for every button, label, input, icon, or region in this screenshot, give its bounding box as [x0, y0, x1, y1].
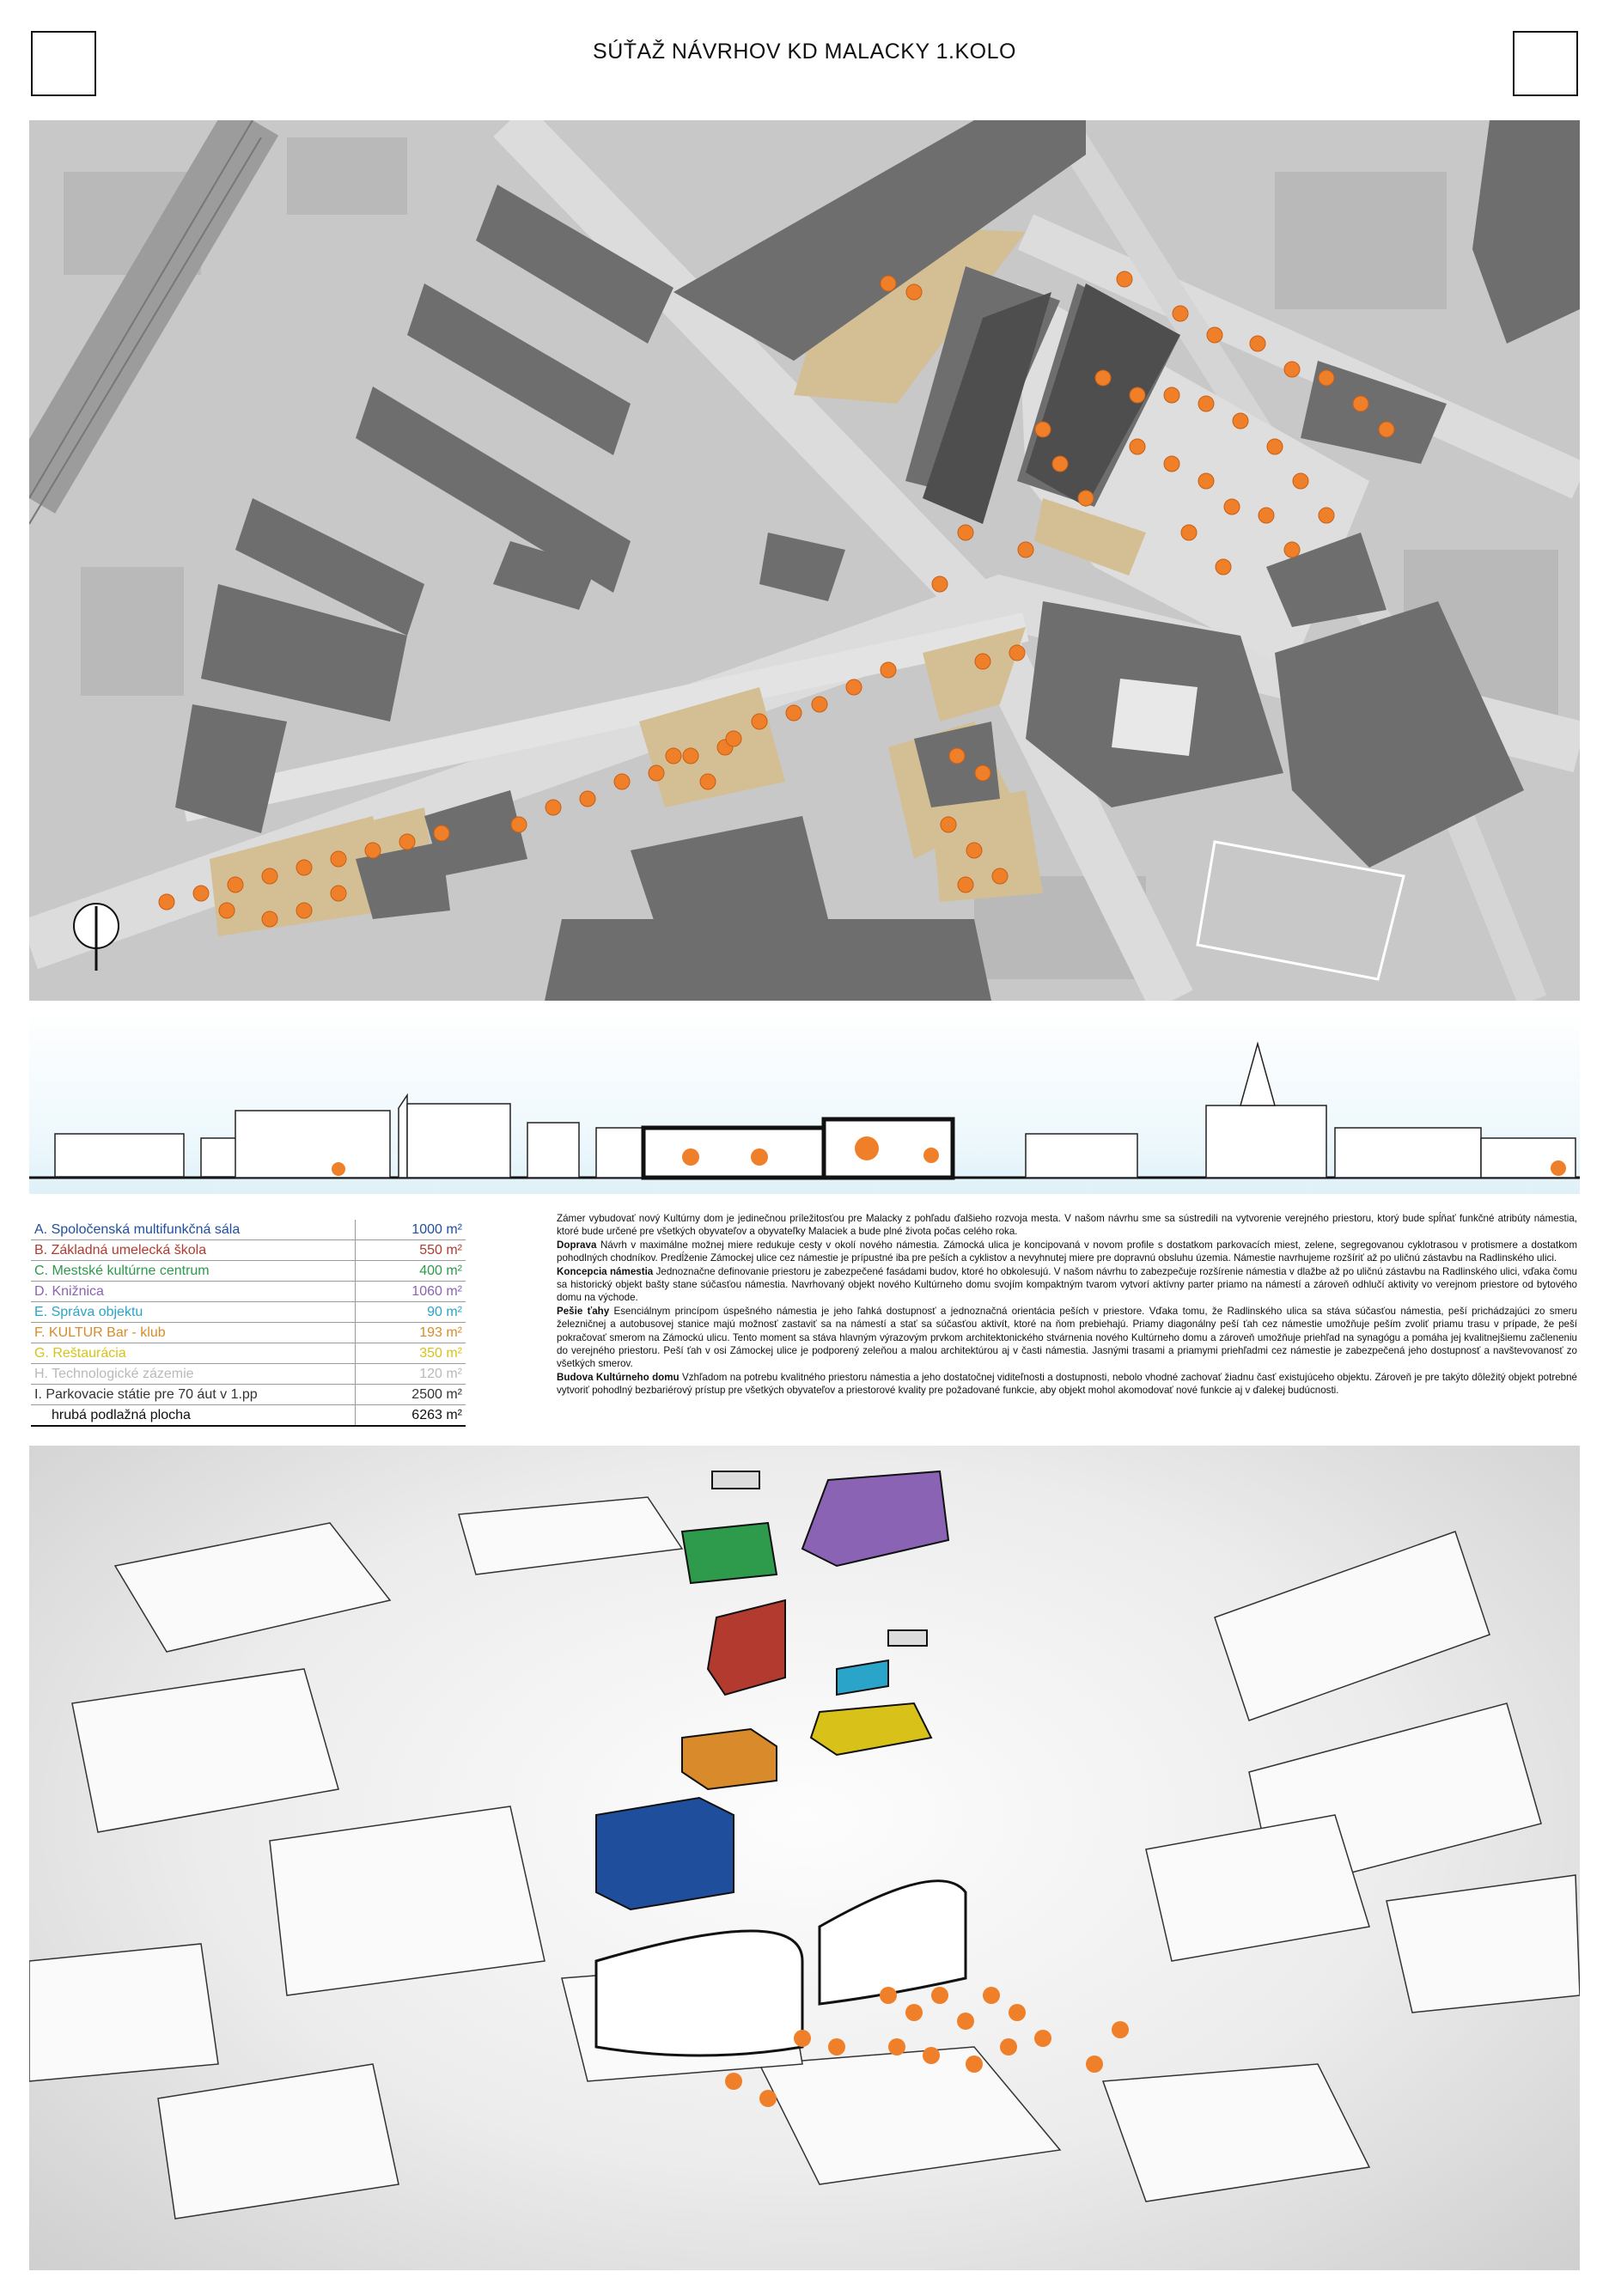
program-row: [31, 1220, 466, 1240]
section-drawing: [29, 1009, 1580, 1194]
program-row: [31, 1385, 466, 1405]
tree-icon: [399, 834, 415, 850]
project-description: [557, 1212, 1577, 1398]
program-row: [31, 1261, 466, 1282]
program-row: [31, 1343, 466, 1364]
tree-icon: [1018, 542, 1033, 557]
tree-icon: [649, 765, 664, 781]
program-row: [31, 1240, 466, 1261]
description-intro: Zámer vybudovať nový Kultúrny dom je jedinečnou príležitosťou pre Malacky z pohľadu ďalšieho rozvoja mesta. V našom návrhu sme sa sústredili na vytvorenie verejného priestoru, ktorý bude spĺňať funkčné atribúty námestia, ktoré bude určené pre všetkých obyvateľov a obyvateľky Malaciek a bude plné života počas celého roka.: [557, 1213, 1577, 1238]
tree-icon: [1259, 508, 1274, 523]
program-label: C. Mestské kultúrne centrum: [31, 1261, 356, 1282]
program-row: [31, 1302, 466, 1323]
program-label: D. Knižnica: [31, 1282, 356, 1302]
program-area: 1060 m²: [356, 1282, 466, 1302]
tree-icon: [434, 825, 449, 841]
tree-icon: [949, 748, 965, 764]
program-label: I. Parkovacie státie pre 70 áut v 1.pp: [31, 1385, 356, 1405]
program-table: [31, 1220, 466, 1427]
tree-icon: [881, 276, 896, 291]
tree-icon: [812, 697, 827, 712]
tree-icon: [975, 654, 990, 669]
tree-icon: [1181, 525, 1197, 540]
tree-icon: [726, 731, 741, 746]
tree-icon: [1207, 327, 1222, 343]
tree-icon: [262, 868, 277, 884]
tree-icon: [752, 714, 767, 729]
total-label: hrubá podlažná plocha: [31, 1405, 356, 1427]
program-row: [31, 1323, 466, 1343]
program-label: H. Technologické zázemie: [31, 1364, 356, 1385]
tree-icon: [1250, 336, 1265, 351]
tree-icon: [1224, 499, 1240, 515]
program-label: E. Správa objektu: [31, 1302, 356, 1323]
tree-icon: [1216, 559, 1231, 575]
tree-icon: [1130, 439, 1145, 454]
street-section: [29, 1009, 1580, 1194]
tree-icon: [511, 817, 527, 832]
tree-icon: [1164, 387, 1179, 403]
tree-icon: [958, 877, 973, 892]
tree-icon: [1117, 271, 1132, 287]
tree-icon: [296, 903, 312, 918]
program-area: 550 m²: [356, 1240, 466, 1261]
program-area: 400 m²: [356, 1261, 466, 1282]
site-plan-drawing: [29, 120, 1580, 1001]
tree-icon: [193, 886, 209, 901]
tree-icon: [666, 748, 681, 764]
tree-icon: [1173, 306, 1188, 321]
axonometric-view: [29, 1446, 1580, 2270]
tree-icon: [881, 662, 896, 678]
tree-icon: [1319, 370, 1334, 386]
program-area: 1000 m²: [356, 1220, 466, 1240]
total-area: 6263 m²: [356, 1405, 466, 1427]
tree-icon: [296, 860, 312, 875]
tree-icon: [906, 284, 922, 300]
tree-icon: [262, 911, 277, 927]
tree-icon: [1009, 645, 1025, 661]
program-row: [31, 1282, 466, 1302]
program-area: 350 m²: [356, 1343, 466, 1364]
program-area: 2500 m²: [356, 1385, 466, 1405]
tree-icon: [1130, 387, 1145, 403]
tree-icon: [545, 800, 561, 815]
tree-icon: [700, 774, 716, 789]
tree-icon: [1293, 473, 1308, 489]
tree-icon: [846, 679, 862, 695]
program-label: G. Reštaurácia: [31, 1343, 356, 1364]
tree-icon: [159, 894, 174, 910]
tree-icon: [365, 843, 381, 858]
tree-icon: [992, 868, 1008, 884]
tree-icon: [1284, 542, 1300, 557]
tree-icon: [1267, 439, 1283, 454]
tree-icon: [683, 748, 698, 764]
tree-icon: [219, 903, 235, 918]
tree-icon: [1052, 456, 1068, 472]
tree-icon: [975, 765, 990, 781]
tree-icon: [228, 877, 243, 892]
tree-icon: [580, 791, 595, 807]
axonometric-drawing: [29, 1446, 1580, 2270]
program-total-row: [31, 1405, 466, 1427]
tree-icon: [1284, 362, 1300, 377]
program-area: 90 m²: [356, 1302, 466, 1323]
page-title: SÚŤAŽ NÁVRHOV KD MALACKY 1.KOLO: [593, 40, 1016, 64]
program-label: B. Základná umelecká škola: [31, 1240, 356, 1261]
program-label: F. KULTUR Bar - klub: [31, 1323, 356, 1343]
tree-icon: [1035, 422, 1051, 437]
tree-icon: [1198, 473, 1214, 489]
tree-icon: [1198, 396, 1214, 411]
tree-icon: [958, 525, 973, 540]
description-section: Pešie ťahy Esenciálnym princípom úspešného námestia je jeho ľahká dostupnosť a jednoznačná orientácia peších v priestore. Vďaka tomu, že Radlinského ulica sa stáva súčasťou námestia, peší prichádzajúci zo smeru železničnej a autobusovej stanice majú možnosť zastaviť sa na námestí a stať sa súčasťou aktivít, ktoré na ňom prebiehajú. Priamy diagonálny peší ťah cez námestie umožňuje peším zvoliť priamu trasu v prípade, že peší pokračovať smerom na Zámockú ulicu. Tento moment sa stáva hlavným výrazovým prvkom architektonického stvárnenia nového Kultúrneho domu a zároveň umožňuje priehľad na synagógu a pomáha jej kvalitnejšiemu začleneniu do verejného priestoru. Peší ťah v osi Zámockej ulice je podporený zeleňou a malou architektúrou aj v časti námestia. Jasnými trasami a priamymi priehľadmi cez námestie je zabezpečená jeho dostupnosť a navštevovanosť zo všetkých smerov.: [557, 1305, 1577, 1370]
site-plan: [29, 120, 1580, 1001]
description-section: Budova Kultúrneho domu Vzhľadom na potrebu kvalitného priestoru námestia a jeho dostatočnej viditeľnosti a dostupnosti, nebolo vhodné zachovať žiadnu časť existujúceho objektu. Zároveň je pre takýto dôležitý objekt potrebné vytvoriť pohodlný bezbariérový prístup pre všetkých obyvateľov a priestorové kvality pre požadované funkcie, aby objekt mohol akomodovať nové funkcie aj v ďalekej budúcnosti.: [557, 1371, 1577, 1397]
program-area: 193 m²: [356, 1323, 466, 1343]
program-label: A. Spoločenská multifunkčná sála: [31, 1220, 356, 1240]
tree-icon: [1233, 413, 1248, 429]
program-area: 120 m²: [356, 1364, 466, 1385]
description-section: Doprava Návrh v maximálne možnej miere redukuje cesty v okolí nového námestia. Zámocká ulica je koncipovaná v novom profile s dostatkom parkovacích miest, zelene, segregovanou cyklotrasou v protismere a dostatkom pohodlných chodníkov. Predĺženie Zámockej ulice cez námestie je prípustné iba pre peších a cyklistov a nevyhnutej miere pre dopravnú obsluhu územia. Námestie navrhujeme rozšíriť až po uličnú zástavbu na Radlinského ulici.: [557, 1239, 1577, 1264]
tree-icon: [966, 843, 982, 858]
tree-icon: [1095, 370, 1111, 386]
program-row: [31, 1364, 466, 1385]
tree-icon: [932, 576, 948, 592]
tree-icon: [941, 817, 956, 832]
tree-icon: [1379, 422, 1394, 437]
tree-icon: [331, 851, 346, 867]
tree-icon: [331, 886, 346, 901]
tree-icon: [1164, 456, 1179, 472]
tree-icon: [1078, 490, 1094, 506]
tree-icon: [786, 705, 801, 721]
tree-icon: [1353, 396, 1368, 411]
tree-icon: [1319, 508, 1334, 523]
tree-icon: [614, 774, 630, 789]
description-section: Koncepcia námestia Jednoznačne definovanie priestoru je zabezpečené fasádami budov, ktoré ho obkolesujú. V našom návrhu to zabezpečuje rozšírenie námestia v dlažbe až po uličnú zástavbu na Radlinského ulici, vďaka čomu sa historický objekt bašty stane súčasťou námestia. Navrhovaný objekt nového Kultúrneho domu svojím kompaktným tvarom vytvorí aktívny parter priamo na námestí a zároveň odhlučí aktivity vo verejnom priestore od bytového domu na východe.: [557, 1265, 1577, 1304]
